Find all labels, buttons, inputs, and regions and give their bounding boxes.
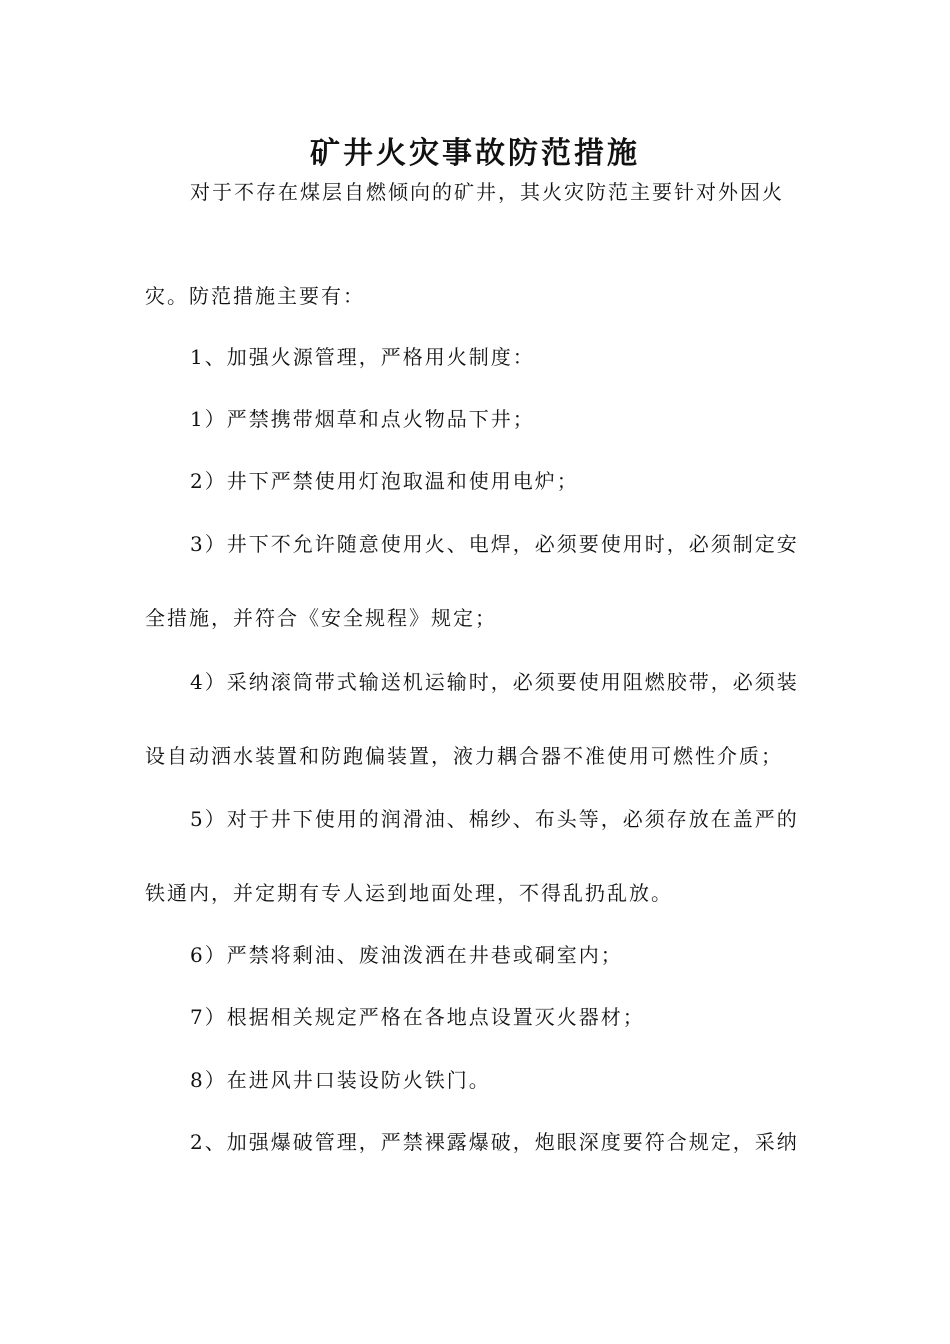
paragraph-line: 5）对于井下使用的润滑油、棉纱、布头等，必须存放在盖严的 [190, 807, 799, 831]
paragraph-line: 对于不存在煤层自燃倾向的矿井，其火灾防范主要针对外因火 [190, 180, 784, 204]
paragraph-line: 1、加强火源管理，严格用火制度： [190, 345, 535, 369]
paragraph-line: 6）严禁将剩油、废油泼洒在井巷或硐室内； [190, 943, 623, 967]
paragraph-line: 设自动洒水装置和防跑偏装置，液力耦合器不准使用可燃性介质； [145, 744, 783, 768]
paragraph-line: 铁通内，并定期有专人运到地面处理，不得乱扔乱放。 [145, 881, 673, 905]
paragraph-line: 7）根据相关规定严格在各地点设置灭火器材； [190, 1005, 645, 1029]
paragraph-line: 4）采纳滚筒带式输送机运输时，必须要使用阻燃胶带，必须装 [190, 670, 799, 694]
paragraph-line: 2、加强爆破管理，严禁裸露爆破，炮眼深度要符合规定，采纳 [190, 1130, 799, 1154]
paragraph-line: 8）在进风井口装设防火铁门。 [190, 1068, 491, 1092]
paragraph-line: 2）井下严禁使用灯泡取温和使用电炉； [190, 469, 579, 493]
paragraph-line: 3）井下不允许随意使用火、电焊，必须要使用时，必须制定安 [190, 532, 799, 556]
paragraph-line: 全措施，并符合《安全规程》规定； [145, 606, 497, 630]
document-title: 矿井火灾事故防范措施 [310, 136, 640, 171]
paragraph-line: 灾。防范措施主要有： [145, 284, 365, 308]
paragraph-line: 1）严禁携带烟草和点火物品下井； [190, 407, 535, 431]
